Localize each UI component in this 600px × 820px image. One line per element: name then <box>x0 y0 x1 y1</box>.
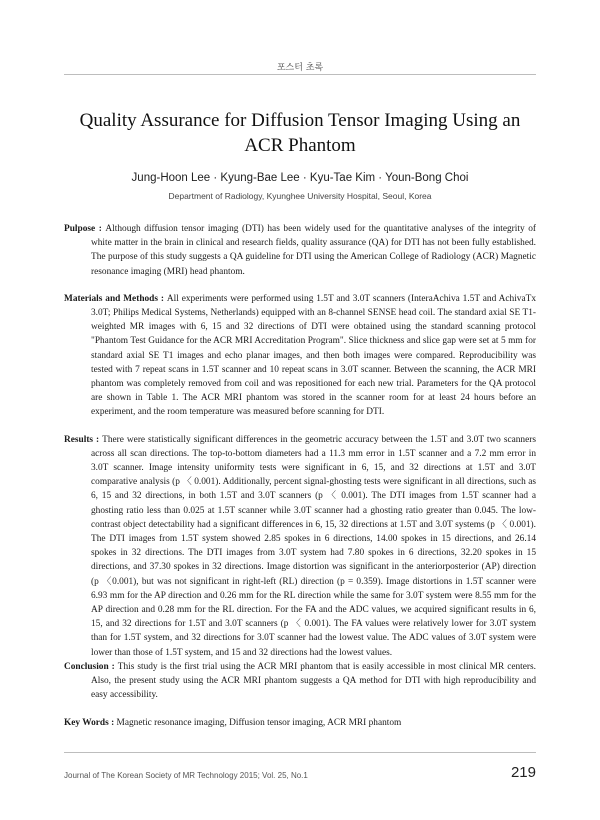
section-results <box>64 433 536 660</box>
section-label-keywords: Key Words : <box>64 717 117 728</box>
abstract <box>64 222 536 743</box>
affiliation: Department of Radiology, Kyunghee University Hospital, Seoul, Korea <box>168 191 432 201</box>
section-text-purpose: Although diffusion tensor imaging (DTI) has been widely used for the quantitative analyses of the integrity of white matter in the brain in clinical and research fields, quality assurance (QA) for DTI has not been fully established. The purpose of this study suggests a QA guideline for DTI using the American College of Radiology (ACR) Magnetic resonance imaging (MRI) head phantom. <box>91 224 536 277</box>
footer-divider <box>64 752 536 753</box>
section-label-purpose: Pulpose : <box>64 224 106 234</box>
journal-citation: Journal of The Korean Society of MR Technology 2015; Vol. 25, No.1 <box>64 771 308 780</box>
header-divider <box>64 74 536 75</box>
page-number: 219 <box>510 764 536 781</box>
section-conclusion <box>64 660 536 703</box>
section-label-results: Results : <box>64 434 103 445</box>
section-text-conclusion: This study is the first trial using the ACR MRI phantom that is easily accessible in most clinical MR centers. Also, the present study using the ACR MRI phantom suggests a QA method for DTI with high reproducibility and easy accessibility. <box>91 661 536 701</box>
section-methods <box>64 292 536 420</box>
section-text-methods: All experiments were performed using 1.5T and 3.0T scanners (InteraAchiva 1.5T and AchivaTx 3.0T; Philips Medical Systems, Netherlands) equipped with an 8-channel SENSE head coil. The standard axial SE T1-weighted MR images with 6, 15 and 32 directions of DTI were obtained using the standard scanning protocol "Phantom Test Guidance for the ACR MRI Accreditation Program". Slice thickness and slice gap were set at 5 mm for standard axial SE T1 images and echo planar images, and then both images were compared. Reproducibility was tested with 7 repeat scans in 1.5T scanner and 10 repeat scans in 3.0T scanner. Between the scanning, the ACR MRI phantom was completely removed from coil and was repositioned for each new trial. Parameters for the QA protocol are shown in Table 1. The ACR MRI phantom was stored in the scanner room for at least 24 hours before an experiment, and the room temperature was measured before scanning for DTI. <box>91 293 536 418</box>
running-head: 포스터 초록 <box>276 63 324 73</box>
section-label-conclusion: Conclusion : <box>64 661 118 672</box>
section-text-keywords: Magnetic resonance imaging, Diffusion tensor imaging, ACR MRI phantom <box>116 717 402 728</box>
section-text-results: There were statistically significant differences in the geometric accuracy between the 1.5T and 3.0T two scanners across all scan directions. The top-to-bottom diameters had a 11.3 mm error in 1.5T scanner and a 7.2 mm error in 3.0T scanner. Image intensity uniformity tests were significant in 6, 15, and 32 directions at 1.5T and 3.0T comparative analysis (p 〈 0.001). Additionally, percent signal-ghosting tests were significant in all directions, such as 6, 15 and 32 directions, in both 1.5T and 3.0T scanners (p 〈 0.001). The DTI images from 1.5T scanner had a ghosting ratio less than 0.025 at 1.5T scanner while 3.0T scanner had a ghosting ratio greater than 0.045. The low-contrast object detectability had a significant differences in 6, 15, 32 directions at 1.5T and 3.0T systems (p 〈 0.001). The DTI images from 1.5T system showed 2.85 spokes in 6 directions, 14.00 spokes in 15 directions, and 26.14 spokes in 32 directions. The DTI images from 3.0T system had 7.80 spokes in 6 directions, 32.20 spokes in 15 directions, and 37.30 spokes in 32 directions. Image distortion was significant in the anteriorposterior (AP) direction (p 〈0.001), but was not significant in right-left (RL) direction (p = 0.359). Image distortions in 1.5T scanner were 6.93 mm for the AP direction and 0.26 mm for the RL direction while the same for 3.0T system were 8.55 mm for the AP direction and 0.28 mm for the RL direction. For the FA and the ADC values, we acquired significant results in 6, 15, and 32 directions for 1.5T and 3.0T scanners (p 〈 0.001). The FA values were relatively lower for 3.0T system than for 1.5T system, and 32 directions for 3.0T scanner had the lowest value. The ADC values of 3.0T system were lower than those of 1.5T system, and 15 and 32 directions had the lowest values. <box>91 434 537 658</box>
section-purpose <box>64 222 536 279</box>
section-label-methods: Materials and Methods : <box>64 293 167 304</box>
author-list: Jung-Hoon Lee · Kyung-Bae Lee · Kyu-Tae Kim · Youn-Bong Choi <box>131 172 469 184</box>
paper-title: Quality Assurance for Diffusion Tensor Imaging Using an ACR Phantom <box>79 110 521 156</box>
section-keywords <box>64 716 536 730</box>
